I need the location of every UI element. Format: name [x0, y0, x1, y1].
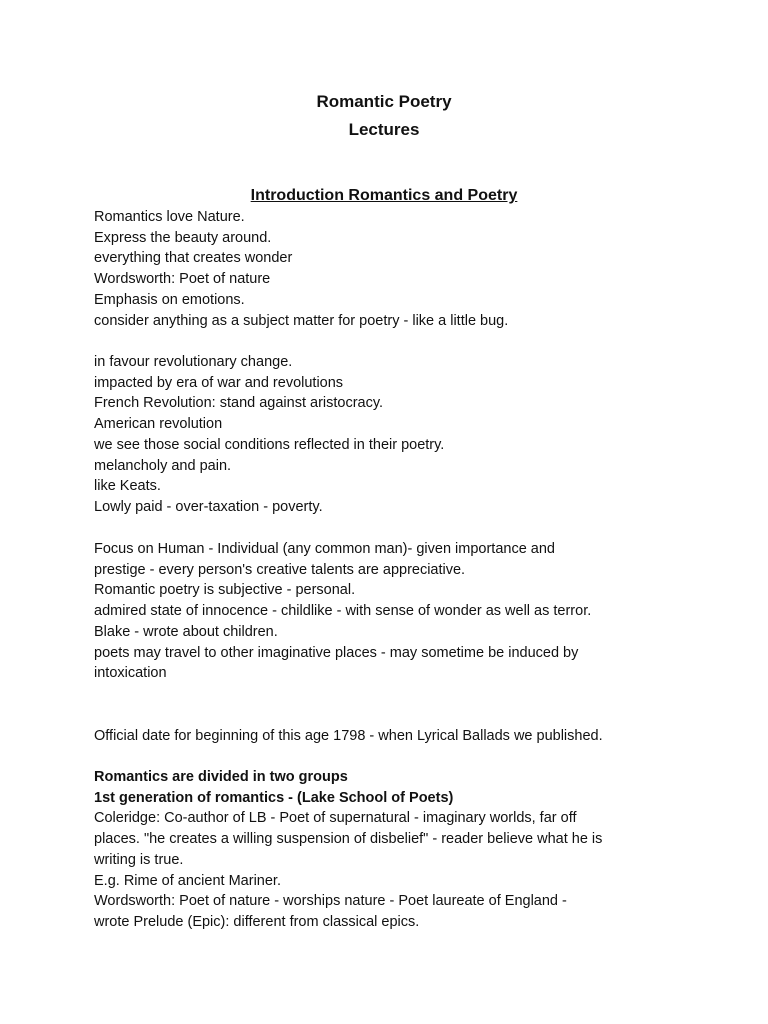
text-line: Official date for beginning of this age 1798 - when Lyrical Ballads we published. — [94, 728, 603, 744]
paragraph-nature — [94, 207, 694, 331]
text-line: Express the beauty around. — [94, 229, 272, 246]
generation-heading: 1st generation of romantics - (Lake School of Poets) — [94, 789, 454, 806]
paragraph-individual — [94, 539, 694, 684]
text-line: in favour revolutionary change. — [94, 354, 293, 370]
text-line: Focus on Human - Individual (any common man)- given importance and — [94, 541, 555, 557]
text-line: American revolution — [94, 416, 223, 433]
text-line: E.g. Rime of ancient Mariner. — [94, 872, 281, 889]
text-line: we see those social conditions reflected in their poetry. — [94, 436, 445, 453]
text-line: impacted by era of war and revolutions — [94, 374, 344, 391]
section-heading: Introduction Romantics and Poetry — [250, 187, 518, 204]
text-line: wrote Prelude (Epic): different from classical epics. — [94, 913, 420, 930]
text-line: admired state of innocence - childlike - with sense of wonder as well as terror. — [94, 603, 592, 620]
text-line: melancholy and pain. — [94, 457, 232, 474]
text-line: Romantic poetry is subjective - personal. — [94, 582, 356, 599]
text-line: everything that creates wonder — [94, 250, 293, 267]
text-line: intoxication — [94, 665, 167, 682]
text-line: like Keats. — [94, 478, 161, 495]
groups-heading: Romantics are divided in two groups — [94, 769, 348, 785]
paragraph-revolution — [94, 352, 694, 518]
document-title: Romantic Poetry — [316, 92, 452, 111]
text-line: Wordsworth: Poet of nature — [94, 271, 271, 288]
paragraph-official-date — [94, 726, 694, 747]
text-line: consider anything as a subject matter for poetry - like a little bug. — [94, 312, 509, 329]
text-line: Emphasis on emotions. — [94, 291, 245, 308]
text-line: Lowly paid - over-taxation - poverty. — [94, 498, 323, 515]
text-line: prestige - every person's creative talents are appreciative. — [94, 561, 466, 578]
text-line: Wordsworth: Poet of nature - worships nature - Poet laureate of England - — [94, 893, 567, 910]
paragraph-groups — [94, 767, 694, 933]
text-line: French Revolution: stand against aristocracy. — [94, 395, 384, 412]
text-line: writing is true. — [94, 851, 184, 868]
text-line: places. "he creates a willing suspension of disbelief" - reader believe what he is — [94, 831, 603, 848]
text-line: Coleridge: Co-author of LB - Poet of supernatural - imaginary worlds, far off — [94, 810, 577, 827]
text-line: Romantics love Nature. — [94, 209, 245, 225]
document-subtitle: Lectures — [348, 120, 420, 139]
text-line: poets may travel to other imaginative places - may sometime be induced by — [94, 644, 579, 661]
text-line: Blake - wrote about children. — [94, 623, 278, 640]
